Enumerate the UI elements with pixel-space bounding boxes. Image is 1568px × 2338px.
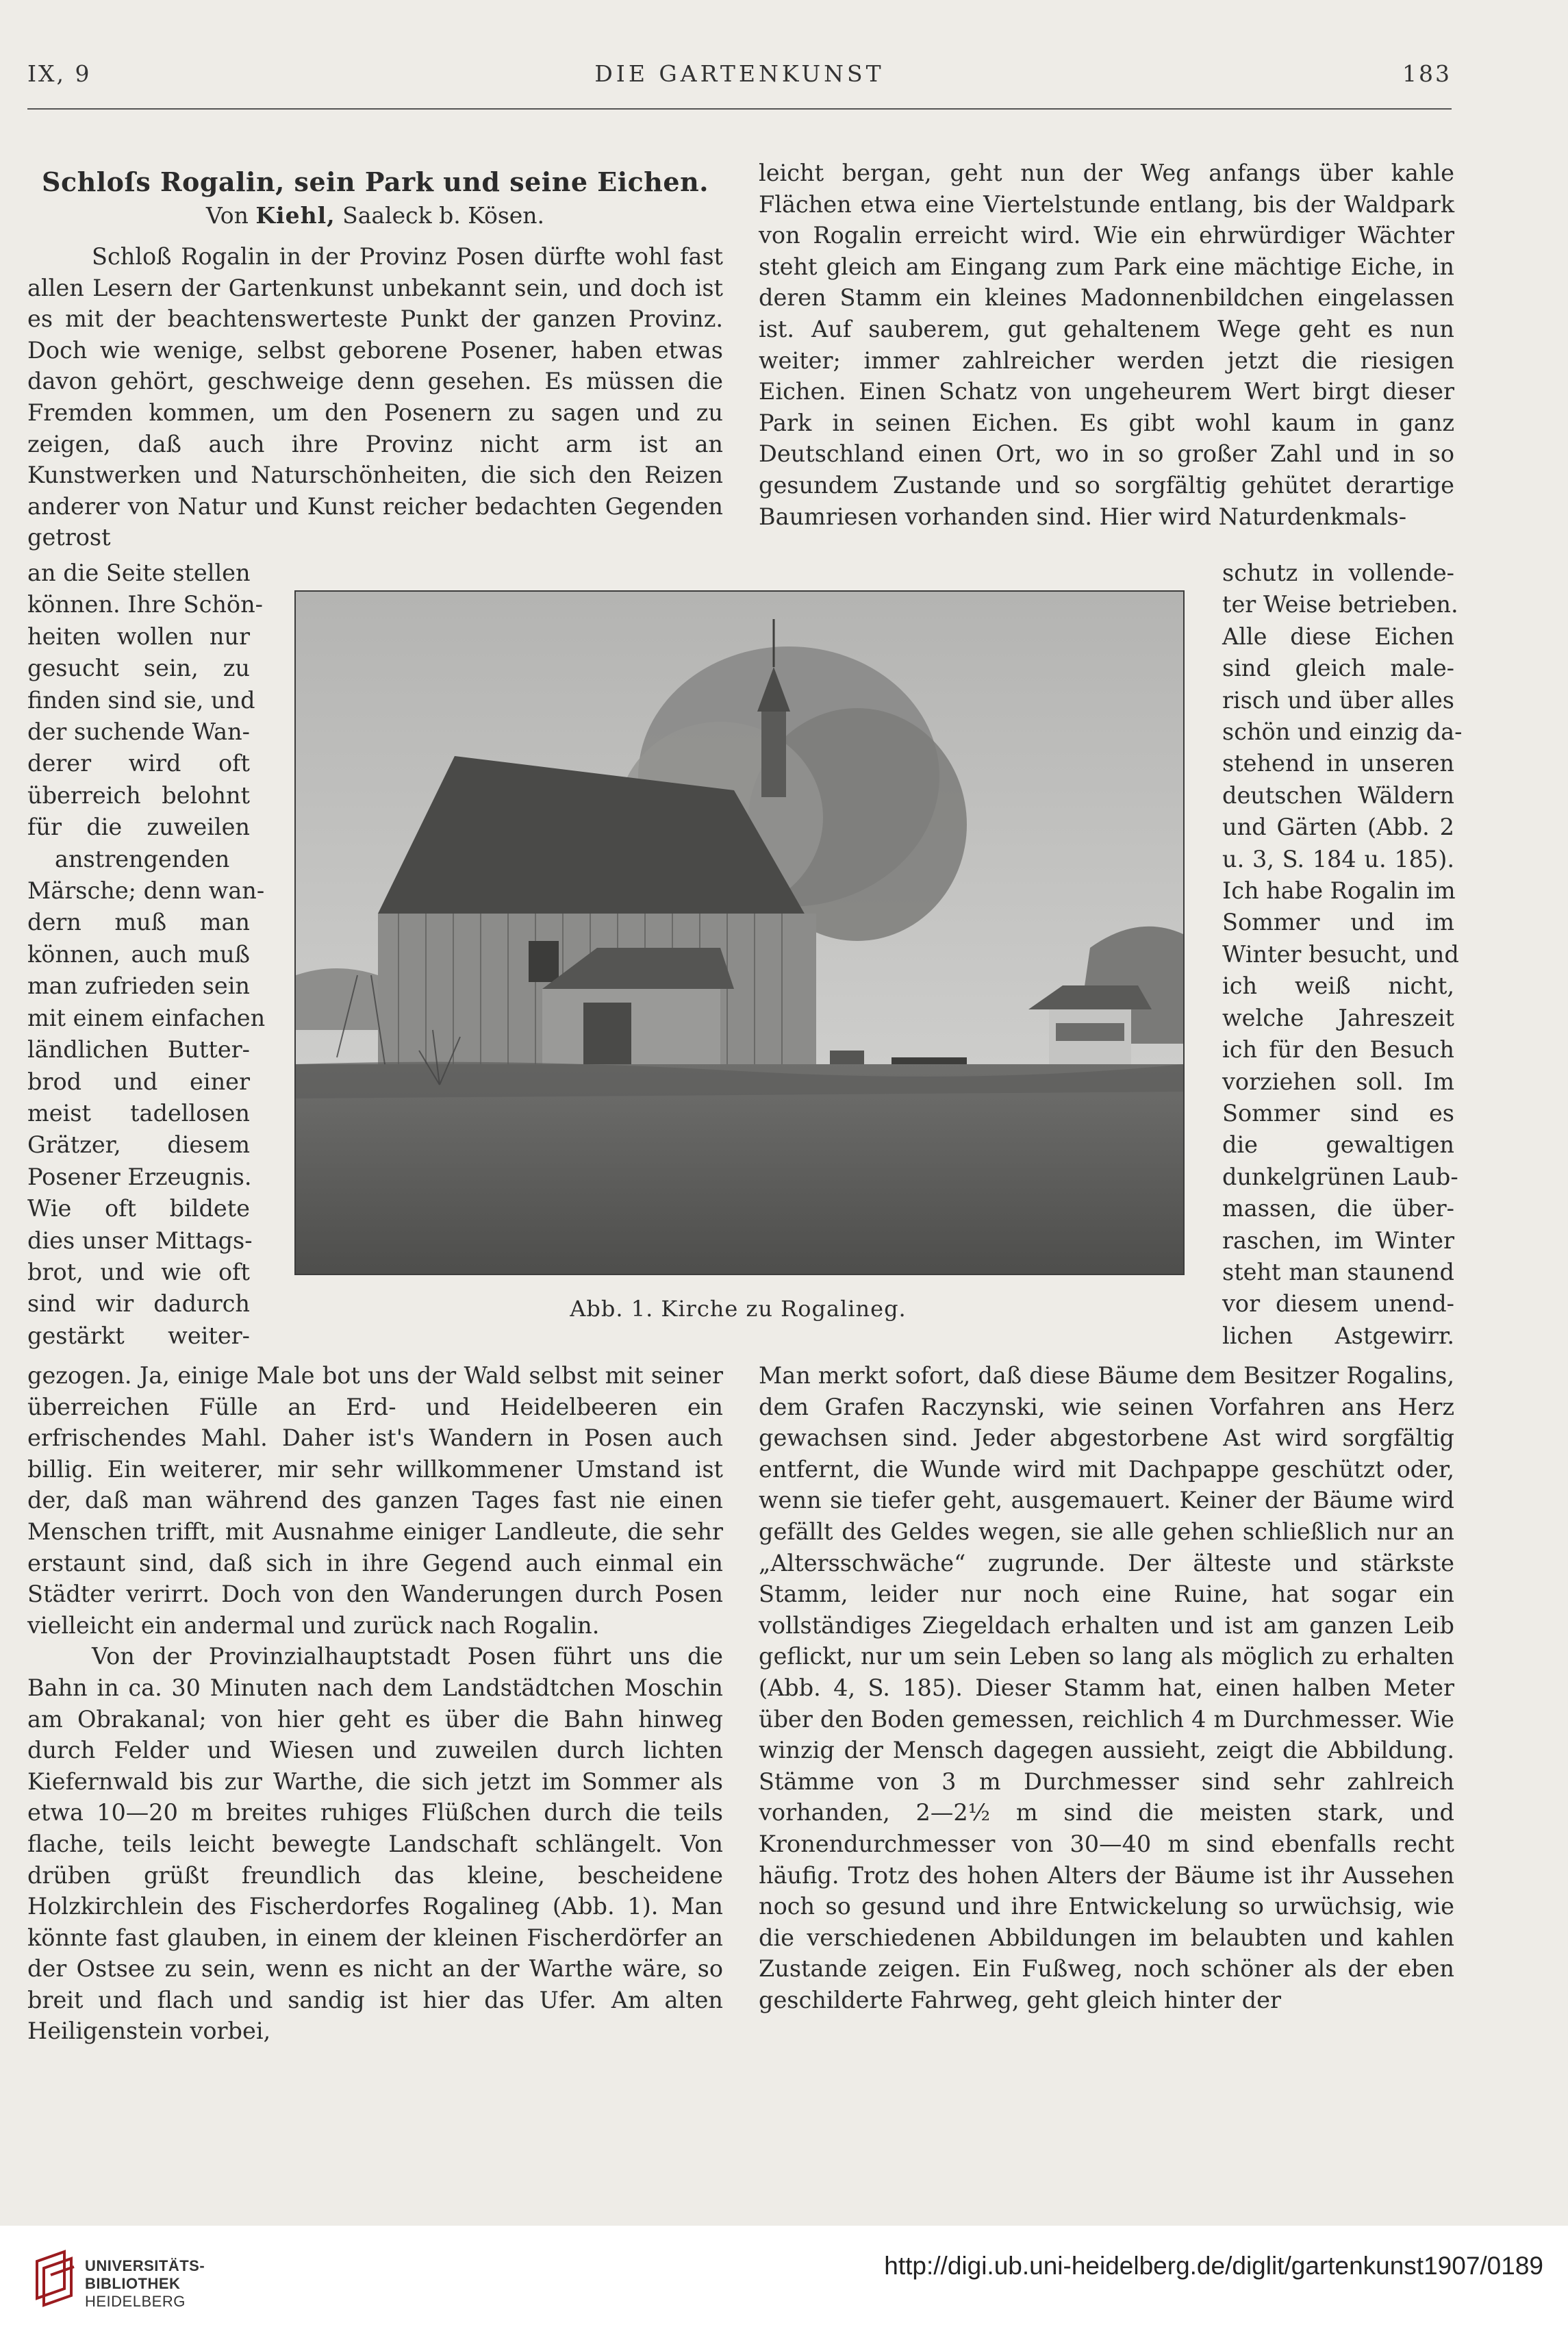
byline-place: Saaleck b. Kösen. xyxy=(342,202,545,229)
text-line: deutschen Wäldern xyxy=(1222,781,1454,809)
library-logo xyxy=(33,2248,78,2316)
text-line: lichen Astgewirr. xyxy=(1222,1322,1454,1349)
text-line: derer wird oft xyxy=(27,750,250,777)
page-number: 183 xyxy=(1402,60,1452,87)
text-line: überreich belohnt xyxy=(27,781,250,809)
header-rule xyxy=(27,108,1452,110)
right-narrow-column xyxy=(1222,557,1463,1352)
text-line: dern muß man xyxy=(27,909,250,936)
library-line-3: HEIDELBERG xyxy=(85,2293,186,2310)
paragraph: gezogen. Ja, einige Male bot uns der Wald selbst mit seiner überreichen Fülle an Erd- und Heidelbeeren ein erfrischendes Mahl. Daher ist's Wandern in Posen auch billig. Ein weiterer, mir sehr willkommener Umstand ist der, daß man während des ganzen Tages fast nie einen Menschen trifft, mit Ausnahme einiger Landleute, die sehr erstaunt sind, daß sich in ihre Gegend auch einmal ein Städter verirrt. Doch von den Wanderungen durch Posen vielleicht ein andermal und zurück nach Rogalin. xyxy=(27,1362,723,1639)
right-column-top xyxy=(759,158,1454,532)
paragraph: Von der Provinzialhauptstadt Posen führt uns die Bahn in ca. 30 Minuten nach dem Landstädtchen Moschin am Obrakanal; von hier geht es über die Bahn hinweg durch Felder und Wiesen und zuweilen durch lichten Kiefernwald bis zur Warthe, die sich jetzt im Sommer als etwa 10—20 m breites ruhiges Flüßchen durch die teils flache, teils leicht bewegte Landschaft schlängelt. Von drüben grüßt freundlich das kleine, bescheidene Holzkirchlein des Fischerdorfes Rogalineg (Abb. 1). Man könnte fast glauben, in einem der kleinen Fischerdörfer an der Ostsee zu sein, wenn es nicht an der Warthe wäre, so breit und flach und sandig ist hier das Ufer. Am alten Heiligenstein vorbei, xyxy=(27,1643,723,2045)
text-line: Sommer sind es xyxy=(1222,1099,1454,1127)
text-line: steht man staunend xyxy=(1222,1258,1454,1285)
text-line: und Gärten (Abb. 2 xyxy=(1222,814,1454,841)
permalink-url[interactable]: http://digi.ub.uni-heidelberg.de/diglit/gartenkunst1907/0189 xyxy=(884,2252,1543,2280)
text-line: risch und über alles xyxy=(1222,686,1454,714)
text-line: gesucht sein, zu xyxy=(27,655,250,682)
text-line: Alle diese Eichen xyxy=(1222,623,1454,650)
text-line: man zufrieden sein xyxy=(27,972,250,1000)
text-line: stehend in unseren xyxy=(1222,750,1454,777)
text-line: Wie oft bildete xyxy=(27,1195,250,1222)
figure-caption: Abb. 1. Kirche zu Rogalineg. xyxy=(570,1296,907,1322)
text-line: für die zuweilen xyxy=(27,814,250,841)
left-column-bottom xyxy=(27,1360,723,2047)
text-line: gestärkt weiter- xyxy=(27,1322,250,1349)
text-line: finden sind sie, und xyxy=(27,686,255,714)
author-name: Kiehl, xyxy=(255,202,336,229)
paragraph: Man merkt sofort, daß diese Bäume dem Besitzer Rogalins, dem Grafen Raczynski, wie seinen Vorfahren ans Herz gewachsen sind. Jeder abgestorbene Ast wird sorgfältig entfernt, die Wunde wird mit Dachpappe geschützt oder, wenn sie tiefer geht, ausgemauert. Keiner der Bäume wird gefällt des Geldes wegen, sie alle gehen schließlich nur an „Altersschwäche“ zugrunde. Der älteste und stärkste Stamm, leider nur noch eine Ruine, hat sogar ein vollständiges Ziegeldach erhalten und ist am ganzen Leib geflickt, nur um sein Leben so lang als möglich zu erhalten (Abb. 4, S. 185). Dieser Stamm hat, einen halben Meter über den Boden gemessen, reichlich 4 m Durchmesser. Wie winzig der Mensch dagegen aussieht, zeigt die Abbildung. Stämme von 3 m Durchmesser sind sehr zahlreich vorhanden, 2—2½ m sind die meisten stark, und Kronendurchmesser von 30—40 m sind ebenfalls recht häufig. Trotz des hohen Alters der Bäume ist ihr Aussehen noch so gesund und ihre Entwickelung so urwüchsig, wie die verschiedenen Abbildungen im belaubten und kahlen Zustande zeigen. Ein Fußweg, noch schöner als der eben geschilderte Fahrweg, geht gleich hinter der xyxy=(759,1362,1454,2013)
paragraph: Schloß Rogalin in der Provinz Posen dürfte wohl fast allen Lesern der Gartenkunst unbekannt sein, und doch ist es mit der beachtenswerteste Punkt der ganzen Provinz. Doch wie wenige, selbst geborene Posener, haben etwas davon gehört, geschweige denn gesehen. Es müssen die Fremden kommen, um den Posenern zu sagen und zu zeigen, daß auch ihre Provinz nicht arm ist an Kunstwerken und Naturschönheiten, die sich den Reizen anderer von Natur und Kunst reicher bedachten Gegenden getrost xyxy=(27,243,723,551)
text-line: ich für den Besuch xyxy=(1222,1036,1454,1064)
text-line: können, auch muß xyxy=(27,940,250,968)
text-line: welche Jahreszeit xyxy=(1222,1004,1454,1031)
text-line: Winter besucht, und xyxy=(1222,940,1459,968)
text-line: an die Seite stellen xyxy=(27,560,251,586)
left-column-top xyxy=(27,158,723,553)
article-title: Schloſs Rogalin, sein Park und seine Eichen. xyxy=(42,166,709,197)
text-line: u. 3, S. 184 u. 185). xyxy=(1222,845,1454,872)
text-line: Posener Erzeugnis. xyxy=(27,1163,252,1190)
text-line: massen, die über- xyxy=(1222,1195,1454,1222)
text-line: vor diesem unend- xyxy=(1222,1290,1454,1318)
text-line: ländlichen Butter- xyxy=(27,1036,250,1064)
text-line: brod und einer xyxy=(27,1068,250,1095)
text-line: Grätzer, diesem xyxy=(27,1131,250,1159)
text-line: die gewaltigen xyxy=(1222,1131,1454,1159)
article-byline xyxy=(27,200,723,231)
text-line: heiten wollen nur xyxy=(27,623,250,650)
right-column-bottom xyxy=(759,1360,1454,2015)
text-line: sind wir dadurch xyxy=(27,1290,250,1318)
left-narrow-column xyxy=(27,557,266,1352)
running-header xyxy=(27,60,1452,95)
text-line: dies unser Mittags- xyxy=(27,1227,253,1254)
text-line: Märsche; denn wan- xyxy=(27,877,265,905)
volume-number: IX, 9 xyxy=(27,60,92,87)
text-line: Sommer und im xyxy=(1222,909,1454,936)
byline-prefix: Von xyxy=(205,202,249,229)
text-line: ter Weise betrieben. xyxy=(1222,591,1458,618)
paragraph: leicht bergan, geht nun der Weg anfangs über kahle Flächen etwa eine Viertelstunde entlang, bis der Waldpark von Rogalin erreicht wird. Wie ein ehrwürdiger Wächter steht gleich am Eingang zum Park eine mächtige Eiche, in deren Stamm ein kleines Madonnenbildchen eingelassen ist. Auf sauberem, gut gehaltenem Wege geht es nun weiter; immer zahlreicher werden jetzt die riesigen Eichen. Einen Schatz von ungeheurem Wert birgt dieser Park in seinen Eichen. Es gibt wohl kaum in ganz Deutschland einen Ort, wo in so großer Zahl und in so gesundem Zustande und so sorgfältig gehütet derartige Baumriesen vorhanden sind. Hier wird Naturdenkmals- xyxy=(759,160,1454,530)
text-line: mit einem einfachen xyxy=(27,1004,266,1031)
text-line: brot, und wie oft xyxy=(27,1258,250,1285)
journal-title: DIE GARTENKUNST xyxy=(594,60,885,87)
text-line: schön und einzig da- xyxy=(1222,718,1463,746)
text-line: können. Ihre Schön- xyxy=(27,591,263,618)
library-logo-icon xyxy=(33,2248,78,2313)
text-line: vorziehen soll. Im xyxy=(1222,1068,1454,1095)
text-line: raschen, im Winter xyxy=(1222,1227,1454,1254)
text-line: Ich habe Rogalin im xyxy=(1222,877,1456,905)
library-name xyxy=(85,2257,205,2311)
text-line: meist tadellosen xyxy=(27,1099,250,1127)
digitization-footer xyxy=(0,2226,1568,2338)
text-line: ich weiß nicht, xyxy=(1222,972,1454,1000)
text-line: dunkelgrünen Laub- xyxy=(1222,1163,1458,1190)
library-line-1: UNIVERSITÄTS- xyxy=(85,2257,205,2274)
church-photograph xyxy=(294,590,1185,1275)
text-line: schutz in vollende- xyxy=(1222,560,1454,586)
text-line: sind gleich male- xyxy=(1222,655,1454,682)
text-line: anstrengenden xyxy=(55,845,230,872)
church-photo-illustration xyxy=(296,592,1183,1274)
text-line: der suchende Wan- xyxy=(27,718,250,746)
library-line-2: BIBLIOTHEK xyxy=(85,2275,181,2292)
